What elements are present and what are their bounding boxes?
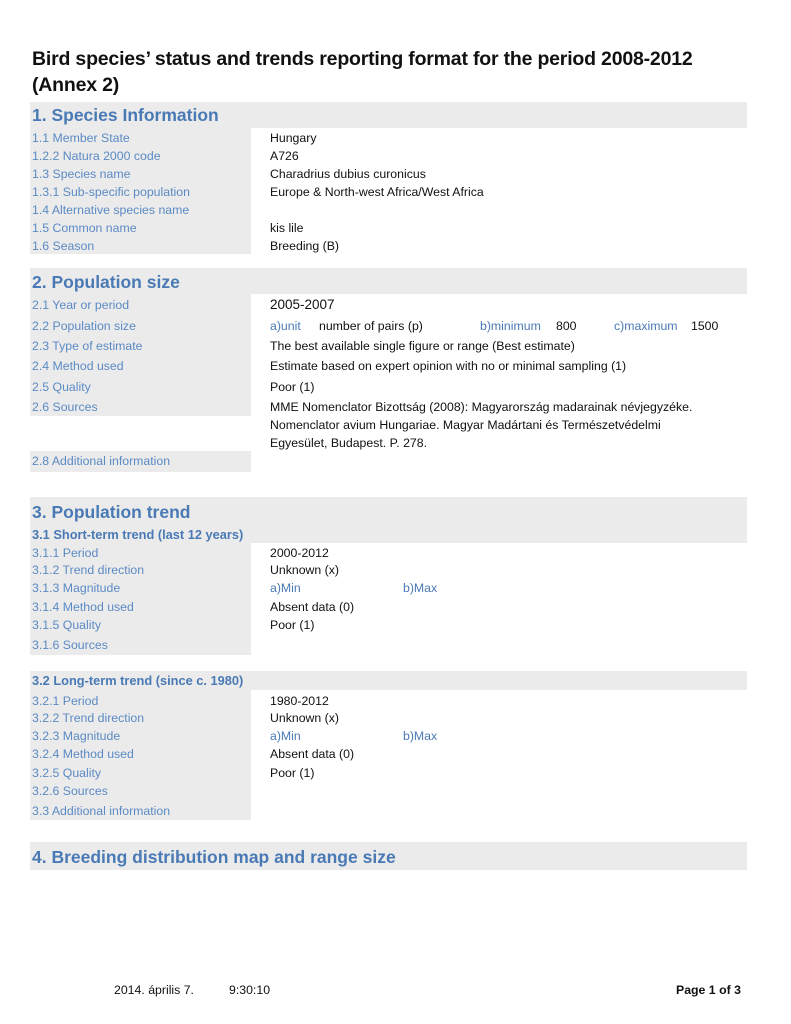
label-sources: 2.6 Sources (32, 400, 98, 414)
value-unit: number of pairs (p) (319, 319, 423, 333)
value-long-term-direction: Unknown (x) (270, 711, 340, 725)
value-natura-code: A726 (270, 149, 299, 163)
label-minimum: b)minimum (480, 319, 541, 333)
value-sources-line-2: Nomenclator avium Hungariae. Magyar Madártani és Természetvédelmi (270, 418, 661, 432)
footer-page-number: Page 1 of 3 (676, 983, 741, 997)
value-season: Breeding (B) (270, 239, 340, 253)
label-season: 1.6 Season (32, 239, 95, 253)
value-common-name: kis lile (270, 221, 304, 235)
label-short-term-quality: 3.1.5 Quality (32, 618, 102, 632)
label-long-term-sources: 3.2.6 Sources (32, 784, 108, 798)
label-maximum: c)maximum (614, 319, 678, 333)
label-alternative-species-name: 1.4 Alternative species name (32, 203, 190, 217)
label-long-term-method: 3.2.4 Method used (32, 747, 134, 761)
value-subspecific-population: Europe & North-west Africa/West Africa (270, 185, 484, 199)
document-title: Bird species’ status and trends reporting format for the period 2008-2012 (Annex 2) (32, 48, 693, 96)
value-short-term-quality: Poor (1) (270, 618, 315, 632)
label-long-term-min: a)Min (270, 729, 301, 743)
value-quality: Poor (1) (270, 380, 315, 394)
label-year-or-period: 2.1 Year or period (32, 298, 130, 312)
label-trend-additional-information: 3.3 Additional information (32, 804, 171, 818)
value-short-term-direction: Unknown (x) (270, 563, 340, 577)
label-long-term-max: b)Max (403, 729, 438, 743)
label-method-used: 2.4 Method used (32, 359, 124, 373)
label-short-term-magnitude: 3.1.3 Magnitude (32, 581, 121, 595)
value-type-of-estimate: The best available single figure or range (Best estimate) (270, 339, 575, 353)
section-title-species-information: 1. Species Information (32, 105, 219, 125)
label-short-term-direction: 3.1.2 Trend direction (32, 563, 145, 577)
value-minimum: 800 (556, 319, 577, 333)
label-long-term-direction: 3.2.2 Trend direction (32, 711, 145, 725)
label-common-name: 1.5 Common name (32, 221, 137, 235)
footer-date: 2014. április 7. (114, 983, 194, 997)
label-member-state: 1.1 Member State (32, 131, 130, 145)
value-species-name: Charadrius dubius curonicus (270, 167, 426, 181)
label-population-size: 2.2 Population size (32, 319, 136, 333)
label-unit: a)unit (270, 319, 301, 333)
label-short-term-period: 3.1.1 Period (32, 546, 99, 560)
value-short-term-period: 2000-2012 (270, 546, 329, 560)
section-title-population-trend: 3. Population trend (32, 502, 191, 522)
subheading-long-term-trend: 3.2 Long-term trend (since c. 1980) (32, 673, 244, 688)
label-short-term-min: a)Min (270, 581, 301, 595)
label-type-of-estimate: 2.3 Type of estimate (32, 339, 143, 353)
subheading-short-term-trend: 3.1 Short-term trend (last 12 years) (32, 527, 244, 542)
label-natura-code: 1.2.2 Natura 2000 code (32, 149, 161, 163)
section-title-breeding-distribution: 4. Breeding distribution map and range size (32, 847, 396, 867)
section-title-population-size: 2. Population size (32, 272, 180, 292)
value-sources-line-3: Egyesület, Budapest. P. 278. (270, 436, 428, 450)
value-year-or-period: 2005-2007 (270, 297, 335, 312)
label-short-term-method: 3.1.4 Method used (32, 600, 134, 614)
value-short-term-method: Absent data (0) (270, 600, 355, 614)
value-method-used: Estimate based on expert opinion with no or minimal sampling (1) (270, 359, 627, 373)
value-member-state: Hungary (270, 131, 317, 145)
label-long-term-period: 3.2.1 Period (32, 694, 99, 708)
label-subspecific-population: 1.3.1 Sub-specific population (32, 185, 190, 199)
value-sources-line-1: MME Nomenclator Bizottság (2008): Magyarország madarainak névjegyzéke. (270, 400, 693, 414)
label-quality: 2.5 Quality (32, 380, 91, 394)
label-long-term-magnitude: 3.2.3 Magnitude (32, 729, 121, 743)
label-species-name: 1.3 Species name (32, 167, 131, 181)
value-maximum: 1500 (691, 319, 719, 333)
label-short-term-max: b)Max (403, 581, 438, 595)
value-long-term-method: Absent data (0) (270, 747, 355, 761)
value-long-term-period: 1980-2012 (270, 694, 329, 708)
value-long-term-quality: Poor (1) (270, 766, 315, 780)
label-additional-information: 2.8 Additional information (32, 454, 171, 468)
footer-time: 9:30:10 (229, 983, 271, 997)
label-long-term-quality: 3.2.5 Quality (32, 766, 102, 780)
label-short-term-sources: 3.1.6 Sources (32, 638, 108, 652)
